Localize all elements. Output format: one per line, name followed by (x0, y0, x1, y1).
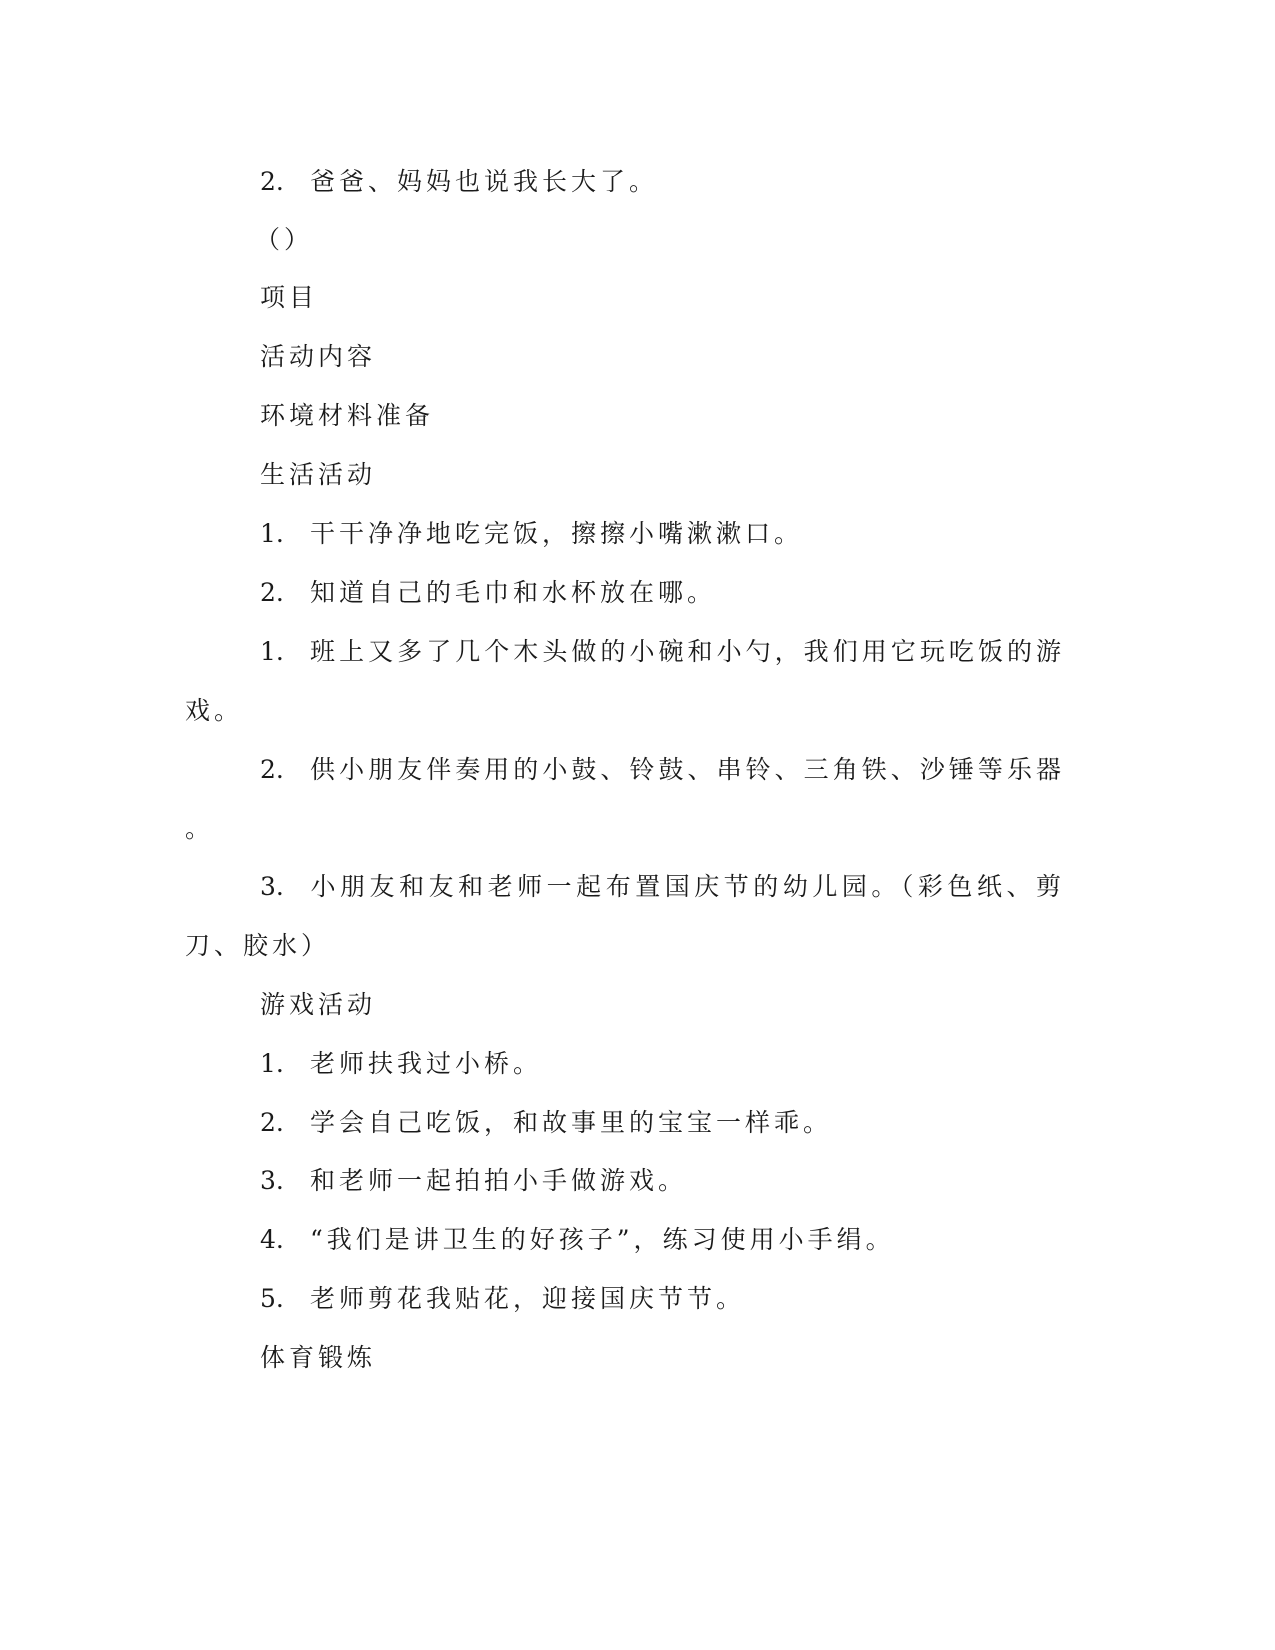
item-text: 知道自己的毛巾和水杯放在哪。 (310, 578, 717, 607)
item-text: 班上又多了几个木头做的小碗和小勺，我们用它玩吃饭的游 (310, 637, 1065, 666)
item-text: 爸爸、妈妈也说我长大了。 (310, 167, 659, 196)
item-text: “我们是讲卫生的好孩子”，练习使用小手绢。 (310, 1225, 895, 1254)
item-text: 学会自己吃饭，和故事里的宝宝一样乖。 (310, 1108, 833, 1137)
item-text: 和老师一起拍拍小手做游戏。 (310, 1166, 688, 1195)
list-item (260, 1283, 1140, 1315)
heading-materials (260, 400, 1140, 432)
list-item (260, 518, 1140, 550)
list-item (260, 1224, 1140, 1256)
item-number: 2. (260, 1108, 284, 1137)
heading-project (260, 282, 1140, 314)
list-item (260, 1048, 1140, 1080)
item-text: 戏。 (185, 696, 244, 725)
item-text: 刀、胶水） (185, 931, 331, 960)
item-number: 1. (260, 1049, 284, 1078)
continuation-line (185, 930, 1065, 962)
item-text: 干干净净地吃完饭，擦擦小嘴漱漱口。 (310, 519, 804, 548)
item-number: 4. (260, 1225, 284, 1254)
item-text: 。 (185, 814, 215, 843)
item-text: 生活活动 (260, 460, 377, 489)
item-text: 供小朋友伴奏用的小鼓、铃鼓、串铃、三角铁、沙锤等乐器 (310, 755, 1065, 784)
list-item (260, 166, 1140, 198)
item-text: 项目 (260, 283, 319, 312)
list-item (260, 871, 1065, 903)
item-text: 老师扶我过小桥。 (310, 1049, 543, 1078)
list-item (260, 1107, 1140, 1139)
item-number: 2. (260, 755, 284, 784)
heading-physical-exercise (260, 1342, 1140, 1374)
item-number: 2. (260, 167, 284, 196)
item-text: （） (255, 225, 314, 254)
item-text: 体育锻炼 (260, 1343, 377, 1372)
item-number: 3. (260, 872, 284, 901)
item-text: 环境材料准备 (260, 401, 435, 430)
item-number: 3. (260, 1166, 284, 1195)
item-text: 游戏活动 (260, 990, 377, 1019)
continuation-line (185, 813, 1065, 845)
item-number: 2. (260, 578, 284, 607)
item-number: 1. (260, 637, 284, 666)
list-item (260, 636, 1065, 668)
list-item (260, 1165, 1140, 1197)
item-text: 活动内容 (260, 342, 377, 371)
item-text: 老师剪花我贴花，迎接国庆节节。 (310, 1284, 746, 1313)
heading-game-activities (260, 989, 1140, 1021)
heading-activity-content (260, 341, 1140, 373)
continuation-line (185, 695, 1065, 727)
paren-placeholder (255, 224, 1135, 256)
item-number: 5. (260, 1284, 284, 1313)
item-number: 1. (260, 519, 284, 548)
heading-life-activities (260, 459, 1140, 491)
list-item (260, 577, 1140, 609)
list-item (260, 754, 1065, 786)
item-text: 小朋友和友和老师一起布置国庆节的幼儿园。（彩色纸、剪 (310, 872, 1065, 901)
